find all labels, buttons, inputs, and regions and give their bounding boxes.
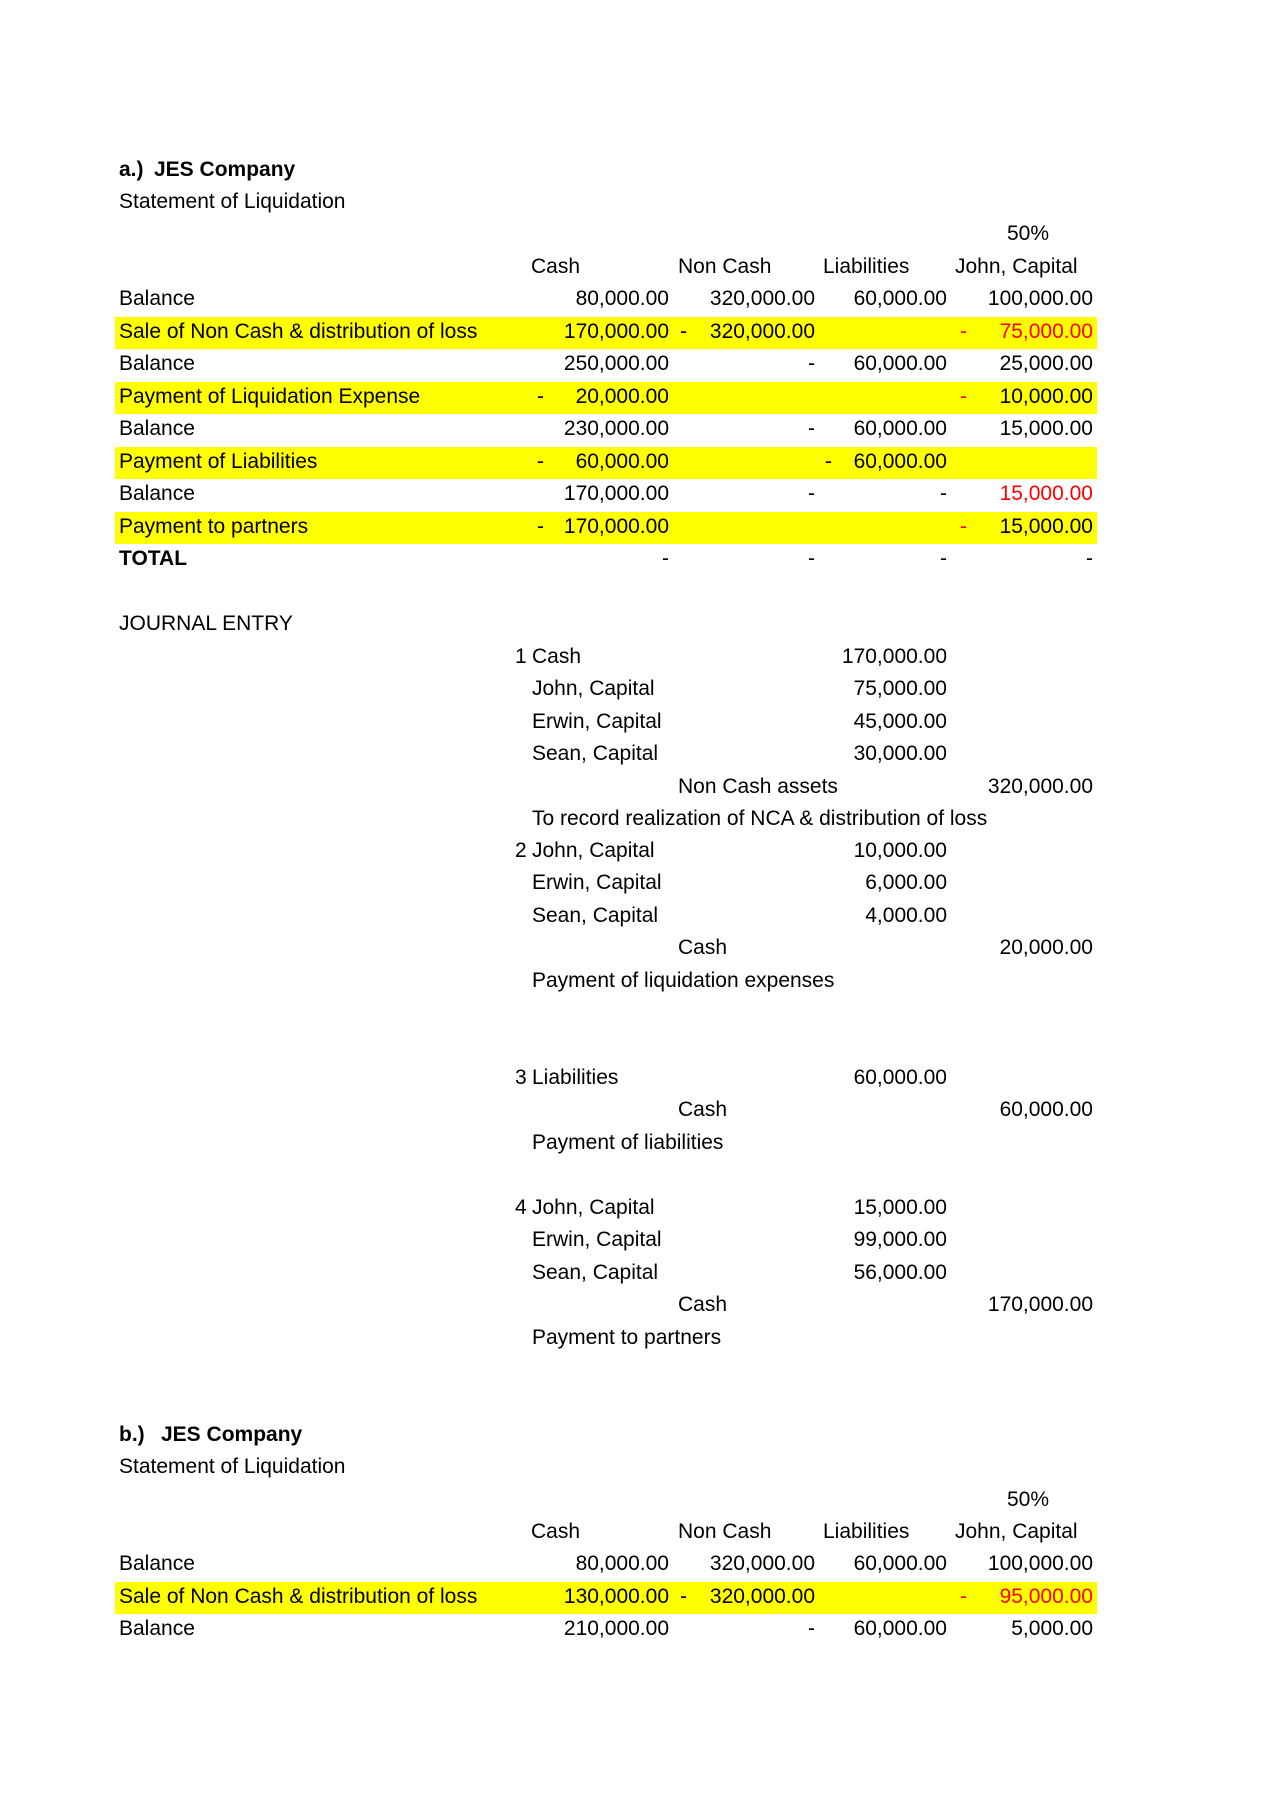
cell-noncash: 320,000.00 (709, 319, 815, 343)
cell-liab: 60,000.00 (853, 417, 947, 440)
row-label: Balance (119, 417, 195, 440)
cell-john: 100,000.00 (987, 287, 1093, 310)
debit-amount: 75,000.00 (853, 677, 947, 701)
cell-cash: 210,000.00 (563, 1617, 669, 1640)
debit-account: Sean, Capital (532, 903, 659, 927)
cell-john: 75,000.00 (999, 319, 1093, 343)
debit-account: Erwin, Capital (532, 871, 662, 895)
minus-sign: - (960, 384, 967, 408)
debit-amount: 10,000.00 (853, 839, 947, 862)
row-label: Payment of Liabilities (119, 449, 318, 473)
section-a-header-liabilities: Liabilities (823, 255, 910, 278)
entry-narration: To record realization of NCA & distribution of loss (532, 807, 988, 830)
section-b-header-john-capital: John, Capital (955, 1520, 1078, 1543)
credit-account: Cash (678, 1098, 728, 1122)
total-cash: - (662, 547, 669, 570)
debit-account: Erwin, Capital (532, 709, 662, 733)
cell-liab: 60,000.00 (853, 352, 947, 375)
cell-liab: - (940, 482, 947, 505)
total-john: - (1086, 547, 1093, 570)
cell-cash: 250,000.00 (563, 352, 669, 375)
section-b-percent: 50% (1007, 1488, 1050, 1511)
cell-cash: 60,000.00 (575, 449, 669, 473)
cell-cash: 170,000.00 (563, 319, 669, 343)
section-b-header-noncash: Non Cash (678, 1520, 772, 1543)
cell-cash: 170,000.00 (563, 514, 669, 538)
section-b-subtitle: Statement of Liquidation (119, 1455, 346, 1478)
minus-sign: - (960, 1584, 967, 1608)
cell-john: 15,000.00 (999, 417, 1093, 440)
debit-account: Sean, Capital (532, 1260, 659, 1284)
credit-amount: 170,000.00 (987, 1293, 1093, 1317)
debit-account: Sean, Capital (532, 742, 659, 766)
entry-narration: Payment of liquidation expenses (532, 968, 835, 992)
credit-account: Cash (678, 936, 728, 960)
section-b-header-liabilities: Liabilities (823, 1520, 910, 1543)
cell-john: 95,000.00 (999, 1584, 1093, 1608)
cell-john: 10,000.00 (999, 384, 1093, 408)
row-label: Balance (119, 1617, 195, 1640)
debit-amount: 99,000.00 (853, 1228, 947, 1252)
cell-john: 15,000.00 (999, 514, 1093, 538)
cell-noncash: - (808, 352, 815, 375)
journal-title: JOURNAL ENTRY (119, 612, 293, 635)
debit-amount: 45,000.00 (853, 709, 947, 733)
total-liab: - (940, 547, 947, 570)
cell-cash: 230,000.00 (563, 417, 669, 440)
minus-sign: - (680, 319, 687, 343)
section-a-label: a.) (119, 158, 144, 181)
debit-account: Liabilities (532, 1066, 619, 1089)
cell-john: 25,000.00 (999, 352, 1093, 375)
debit-amount: 30,000.00 (853, 742, 947, 766)
row-label: Balance (119, 352, 195, 375)
section-a-header-noncash: Non Cash (678, 255, 772, 278)
debit-account: John, Capital (532, 1196, 655, 1219)
row-label: Sale of Non Cash & distribution of loss (119, 1584, 478, 1608)
section-a-percent: 50% (1007, 222, 1050, 245)
minus-sign: - (680, 1584, 687, 1608)
section-a-company: JES Company (154, 158, 296, 181)
cell-noncash: - (808, 417, 815, 440)
debit-amount: 15,000.00 (853, 1196, 947, 1219)
section-a-header-john-capital: John, Capital (955, 255, 1078, 278)
section-a-header-cash: Cash (531, 255, 581, 278)
minus-sign: - (537, 514, 544, 538)
row-label: Payment of Liquidation Expense (119, 384, 421, 408)
section-b-company: JES Company (161, 1423, 303, 1446)
debit-account: John, Capital (532, 677, 655, 701)
debit-amount: 170,000.00 (841, 645, 947, 668)
row-label: Sale of Non Cash & distribution of loss (119, 319, 478, 343)
entry-narration: Payment to partners (532, 1325, 722, 1349)
total-noncash: - (808, 547, 815, 570)
entry-number: 1 (515, 645, 527, 668)
credit-amount: 320,000.00 (987, 774, 1093, 798)
cell-liab: 60,000.00 (853, 449, 947, 473)
minus-sign: - (537, 449, 544, 473)
minus-sign: - (960, 514, 967, 538)
minus-sign: - (537, 384, 544, 408)
credit-account: Non Cash assets (678, 774, 838, 798)
debit-account: Cash (532, 645, 582, 668)
entry-number: 3 (515, 1066, 527, 1089)
cell-liab: 60,000.00 (853, 287, 947, 310)
debit-amount: 56,000.00 (853, 1260, 947, 1284)
entry-narration: Payment of liabilities (532, 1130, 724, 1154)
cell-cash: 20,000.00 (575, 384, 669, 408)
cell-liab: 60,000.00 (853, 1552, 947, 1575)
cell-john: 15,000.00 (999, 482, 1093, 505)
cell-cash: 80,000.00 (575, 287, 669, 310)
entry-number: 4 (515, 1196, 527, 1219)
row-label: Balance (119, 482, 195, 505)
section-a-subtitle: Statement of Liquidation (119, 190, 346, 213)
cell-noncash: 320,000.00 (709, 287, 815, 310)
credit-amount: 60,000.00 (999, 1098, 1093, 1122)
minus-sign: - (960, 319, 967, 343)
row-label: Payment to partners (119, 514, 309, 538)
cell-noncash: 320,000.00 (709, 1552, 815, 1575)
credit-account: Cash (678, 1293, 728, 1317)
cell-cash: 130,000.00 (563, 1584, 669, 1608)
section-b-header-cash: Cash (531, 1520, 581, 1543)
credit-amount: 20,000.00 (999, 936, 1093, 960)
section-b-label: b.) (119, 1423, 145, 1446)
debit-account: John, Capital (532, 839, 655, 862)
cell-john: 100,000.00 (987, 1552, 1093, 1575)
row-label: Balance (119, 287, 195, 310)
cell-cash: 80,000.00 (575, 1552, 669, 1575)
cell-john: 5,000.00 (1011, 1617, 1093, 1640)
cell-noncash: - (808, 1617, 815, 1640)
cell-noncash: 320,000.00 (709, 1584, 815, 1608)
total-label: TOTAL (119, 547, 188, 570)
minus-sign: - (825, 449, 832, 473)
debit-amount: 60,000.00 (853, 1066, 947, 1089)
entry-number: 2 (515, 839, 527, 862)
cell-cash: 170,000.00 (563, 482, 669, 505)
debit-account: Erwin, Capital (532, 1228, 662, 1252)
cell-liab: 60,000.00 (853, 1617, 947, 1640)
debit-amount: 6,000.00 (865, 871, 947, 895)
row-label: Balance (119, 1552, 195, 1575)
cell-noncash: - (808, 482, 815, 505)
debit-amount: 4,000.00 (865, 903, 947, 927)
